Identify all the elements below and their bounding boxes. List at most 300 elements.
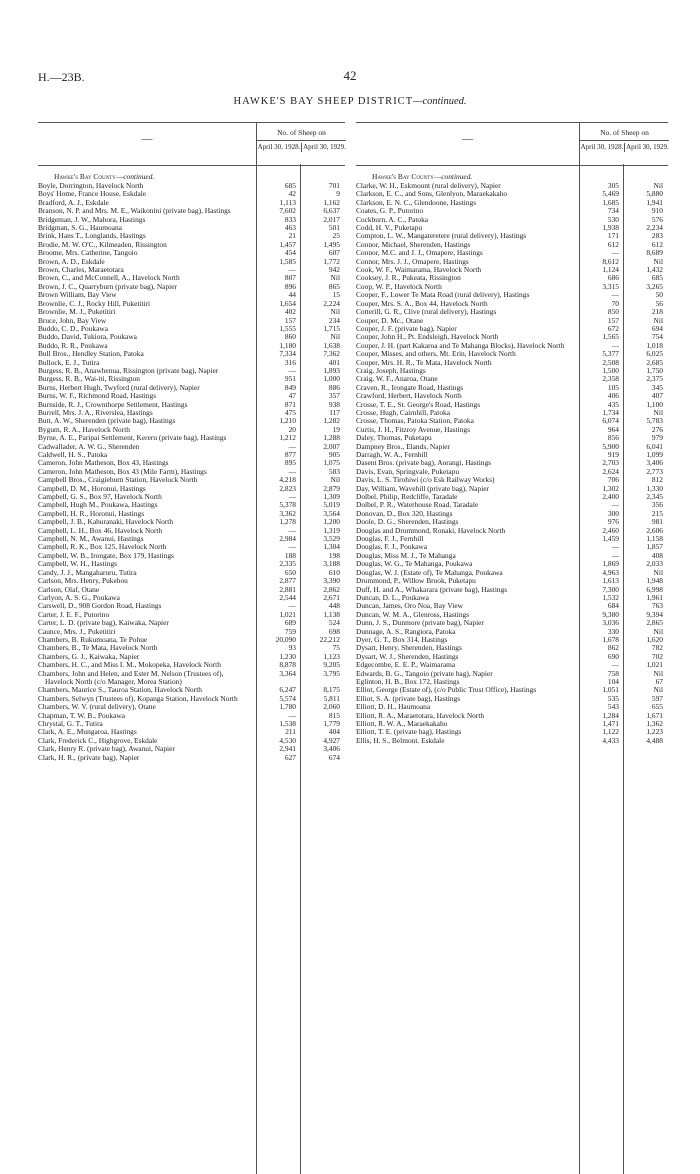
sheep-1928: 5,378 <box>279 500 296 510</box>
holder-name: Craig, Joseph, Hastings <box>356 365 426 375</box>
sheep-1929: 1,162 <box>323 197 340 207</box>
sheep-1929: 56 <box>655 298 663 308</box>
sheep-1929: 2,060 <box>323 702 340 712</box>
sheep-1928: 871 <box>284 399 296 409</box>
holder-name: Bridgeman, J. W., Mahora, Hastings <box>38 214 146 224</box>
sheep-1929: 22,212 <box>319 634 340 644</box>
sheep-1928: 849 <box>284 382 296 392</box>
sheep-1929: 979 <box>651 433 663 443</box>
holder-name: Crawford, Herbert, Havelock North <box>356 391 462 401</box>
holder-name: Bull Bros., Hendley Station, Patoka <box>38 349 144 359</box>
holder-name: Couper, John H., Pt. Endsleigh, Havelock North <box>356 332 499 342</box>
holder-name: Bullock, E. J., Tutira <box>38 357 100 367</box>
sheep-1929: 19 <box>332 424 340 434</box>
sheep-1929: 3,265 <box>646 281 663 291</box>
section-continued: continued. <box>123 172 155 181</box>
holder-name: Brown, A. D., Eskdale <box>38 256 105 266</box>
sheep-1929: 1,941 <box>646 197 663 207</box>
sheep-1929: 607 <box>328 248 340 258</box>
holder-name: Darragh, W. A., Fernhill <box>356 450 428 459</box>
sheep-1929: 401 <box>328 357 340 367</box>
holder-name: Chambers, John and Helen, and Ester M. Nelson (Trustees of), Havelock North (c/o Manager, Morea Station) <box>38 668 224 686</box>
sheep-1928: 686 <box>607 273 619 283</box>
sheep-1928: 759 <box>284 626 296 636</box>
sheep-1928: 105 <box>607 382 619 392</box>
table-row <box>356 737 668 745</box>
sheep-1929: 448 <box>328 601 340 611</box>
sheep-1929: 2,879 <box>323 483 340 493</box>
holder-name: Buddo, R. R., Poukawa <box>38 340 108 350</box>
sheep-1928: 758 <box>607 668 619 678</box>
sheep-1928: — <box>288 710 296 720</box>
holder-name: Elliott, R. W. A., Maraekakaho <box>356 719 448 728</box>
holder-name: Elliot, George (Estate of), (c/o Public Trust Office), Hastings <box>356 685 537 695</box>
sheep-1928: 2,881 <box>279 584 296 594</box>
sheep-1928: 1,180 <box>279 340 296 350</box>
holder-name: Couper, J. H. (part Kakaroa and Te Mahanga Blocks), Havelock North <box>356 340 565 350</box>
holder-name: Burns, W. F., Richmond Road, Hastings <box>38 391 157 401</box>
sheep-1928: 807 <box>284 273 296 283</box>
holder-name: Campbell, H. R., Horonui, Hastings <box>38 508 145 518</box>
holder-name: Brink, Hans T., Longlands, Hastings <box>38 231 146 241</box>
holder-name: Boyle, Dorrington, Havelock North <box>38 181 144 190</box>
holder-name: Branson, N. P. and Mrs. M. E., Waikonini (private bag), Hastings <box>38 206 231 216</box>
sheep-1928: 44 <box>288 290 296 300</box>
holder-name: Crosse, Thomas, Patoka Station, Patoka <box>356 416 474 426</box>
holder-name: Couper, D. Mc., Otane <box>356 315 424 325</box>
sheep-1928: 1,457 <box>279 239 296 249</box>
sheep-1929: 3,188 <box>323 559 340 569</box>
sheep-1929: 283 <box>651 231 663 241</box>
page-title-continued: —continued. <box>413 96 467 107</box>
header-1928: April 30, 1928. <box>580 143 624 151</box>
sheep-1929: 1,075 <box>323 458 340 468</box>
holder-name: Dolbel, Philip, Redcliffe, Taradale <box>356 492 458 502</box>
sheep-1929: 524 <box>328 618 340 628</box>
holder-name: Eglinton, H. B., Box 172, Hastings <box>356 676 460 686</box>
sheep-1928: 7,300 <box>602 584 619 594</box>
sheep-1929: 597 <box>651 693 663 703</box>
sheep-1928: 4,963 <box>602 567 619 577</box>
sheep-count-header <box>256 123 346 165</box>
holder-name: Cadwallader, A. W. G., Sherenden <box>38 441 140 451</box>
header-dash: — <box>141 133 153 145</box>
holder-name: Couper, Mrs. H. R., Te Mata, Havelock North <box>356 357 492 367</box>
holder-name: Coates, G. P., Putorino <box>356 206 424 216</box>
sheep-1929: 1,638 <box>323 340 340 350</box>
sheep-1929: 1,018 <box>646 340 663 350</box>
sheep-1928: 877 <box>284 450 296 459</box>
sheep-1929: 75 <box>332 643 340 653</box>
holder-name: Dunn, J. S., Dunmore (private bag), Napier <box>356 618 484 628</box>
holder-name: Elliott, D. H., Haumoana <box>356 702 431 712</box>
sheep-1929: 1,200 <box>323 517 340 527</box>
sheep-1929: 942 <box>328 265 340 275</box>
holder-name: Carlson, Mrs. Henry, Pukehou <box>38 576 128 586</box>
holder-name: Buddo, David, Tukiora, Poukawa <box>38 332 137 342</box>
holder-name: Brodie, M. W. O'C., Kilmeaden, Rissington <box>38 239 167 249</box>
holder-name: Bradford, A. J., Eskdale <box>38 197 109 207</box>
sheep-1928: 4,530 <box>279 735 296 745</box>
sheep-1929: 67 <box>655 676 663 686</box>
holder-name: Davis, Evan, Springvale, Puketapu <box>356 466 460 476</box>
sheep-1928: 1,210 <box>279 416 296 426</box>
section-continued: continued. <box>441 172 473 181</box>
sheep-1928: 862 <box>607 643 619 653</box>
sheep-1929: 1,948 <box>646 576 663 586</box>
sheep-1928: 188 <box>284 550 296 560</box>
holder-name: Bridgman, S. G., Haumoana <box>38 223 122 233</box>
sheep-1928: — <box>288 466 296 476</box>
sheep-1929: 3,529 <box>323 534 340 544</box>
sheep-1928: 684 <box>607 601 619 611</box>
sheep-1929: 576 <box>651 214 663 224</box>
sheep-1929: 1,282 <box>323 416 340 426</box>
holder-name: Brown William, Bay View <box>38 290 117 300</box>
sheep-1928: 9,380 <box>602 609 619 619</box>
sheep-1928: 951 <box>284 374 296 384</box>
sheep-1929: 5,811 <box>323 693 340 703</box>
sheep-1928: 530 <box>607 214 619 224</box>
table-header <box>356 122 668 166</box>
holder-name: Brown, J. C., Quarryburn (private bag), Napier <box>38 281 177 291</box>
sheep-1928: 964 <box>607 424 619 434</box>
sheep-1929: 694 <box>651 323 663 333</box>
sheep-count-label: No. of Sheep on <box>257 126 346 141</box>
sheep-1929: 6,637 <box>323 206 340 216</box>
holder-name: Douglas, W. J. (Estate of), Te Mahanga, Poukawa <box>356 567 503 577</box>
page-title-main: HAWKE'S BAY SHEEP DISTRICT <box>233 96 414 107</box>
sheep-1929: 1,138 <box>323 609 340 619</box>
sheep-1928: — <box>288 601 296 611</box>
holder-name: Dysart, W. J., Sherenden, Hastings <box>356 651 459 661</box>
holder-name: Doole, D. G., Sherenden, Hastings <box>356 517 459 527</box>
sheep-1928: 463 <box>284 223 296 233</box>
sheep-1928: 5,900 <box>602 441 619 451</box>
sheep-1929: 981 <box>651 517 663 527</box>
sheep-1929: 3,406 <box>646 458 663 468</box>
sheep-1929: Nil <box>653 256 663 266</box>
header-1929: April 30, 1929. <box>624 143 670 152</box>
sheep-1928: 689 <box>284 618 296 628</box>
holder-name: Cook, W. F., Waimarama, Havelock North <box>356 265 482 275</box>
sheep-1928: 1,302 <box>602 483 619 493</box>
holder-name: Burrell, Mrs. J. A., Riverslea, Hastings <box>38 407 153 417</box>
sheep-1929: 345 <box>651 382 663 392</box>
sheep-1929: 276 <box>651 424 663 434</box>
sheep-1928: 7,334 <box>279 349 296 359</box>
sheep-1929: 782 <box>651 643 663 653</box>
holder-name: Brownlie, C. J., Rocky Hill, Puketitiri <box>38 298 151 308</box>
holder-name: Daley, Thomas, Puketapu <box>356 433 432 443</box>
sheep-1928: — <box>288 365 296 375</box>
holder-name: Douglas, F. J., Fernhill <box>356 534 424 544</box>
sheep-count-label: No. of Sheep on <box>580 126 669 141</box>
sheep-1929: 815 <box>328 710 340 720</box>
sheep-1928: 2,703 <box>602 458 619 468</box>
page-title <box>0 96 700 107</box>
sheep-1929: 1,432 <box>646 265 663 275</box>
sheep-1929: 2,685 <box>646 357 663 367</box>
sheep-1928: 171 <box>607 231 619 241</box>
sheep-1928: 2,400 <box>602 492 619 502</box>
sheep-1929: 905 <box>328 450 340 459</box>
sheep-1928: 8,612 <box>602 256 619 266</box>
holder-name: Broome, Mrs. Catherine, Tangoio <box>38 248 138 258</box>
holder-name: Burns, Herbert Hugh, Twyford (rural delivery), Napier <box>38 382 200 392</box>
sheep-1929: 1,495 <box>323 239 340 249</box>
right-column <box>356 122 668 745</box>
holder-name: Couper, J. F. (private bag), Napier <box>356 323 457 333</box>
sheep-1929: 655 <box>651 702 663 712</box>
sheep-1928: 2,984 <box>279 534 296 544</box>
sheep-1928: 5,377 <box>602 349 619 359</box>
sheep-1928: 1,124 <box>602 265 619 275</box>
sheep-1928: 2,877 <box>279 576 296 586</box>
sheep-1928: — <box>611 248 619 258</box>
sheep-1929: 2,375 <box>646 374 663 384</box>
holder-name: Davis, L. S. Tirohiwi (c/o Esk Railway Works) <box>356 475 495 485</box>
holder-name: Campbell, Hugh M., Poukawa, Hastings <box>38 500 158 510</box>
sheep-1929: Nil <box>653 567 663 577</box>
holder-name: Campbell, N. M., Awanui, Hastings <box>38 534 144 544</box>
holder-name: Campbell, R. K., Box 125, Havelock North <box>38 542 167 552</box>
sheep-1929: 2,345 <box>646 492 663 502</box>
holder-name: Campbell Bros., Craigieburn Station, Havelock North <box>38 475 198 485</box>
sheep-1929: 674 <box>328 752 340 762</box>
sheep-1929: 8,689 <box>646 248 663 258</box>
sheep-1929: 698 <box>328 626 340 636</box>
sheep-1928: — <box>288 492 296 502</box>
sheep-1928: 330 <box>607 626 619 636</box>
sheep-1928: 734 <box>607 206 619 216</box>
holder-name: Bruce, John, Bay View <box>38 315 107 325</box>
sheep-1929: Nil <box>653 626 663 636</box>
sheep-1928: — <box>288 525 296 535</box>
sheep-1928: 860 <box>284 332 296 342</box>
header-dash: — <box>462 133 473 145</box>
sheep-1928: 1,585 <box>279 256 296 266</box>
sheep-1928: 1,051 <box>602 685 619 695</box>
holder-name: Burgess, R. B., Wai-iti, Rissington <box>38 374 140 384</box>
sheep-1929: 2,007 <box>323 441 340 451</box>
section-label: Hawke's Bay County— <box>54 172 124 181</box>
sheep-1928: 316 <box>284 357 296 367</box>
holder-name: Cooksey, J. R., Pukeata, Rissington <box>356 273 461 283</box>
sheep-1928: 1,538 <box>279 719 296 728</box>
sheep-1929: 2,773 <box>646 466 663 476</box>
holder-name: Cockburn, A. C., Patoka <box>356 214 429 224</box>
sheep-1928: 1,565 <box>602 332 619 342</box>
sheep-1929: 7,362 <box>323 349 340 359</box>
holder-name: Elliott, R. A., Maraetotara, Havelock North <box>356 710 485 720</box>
sheep-1928: 20 <box>288 424 296 434</box>
sheep-1928: 2,358 <box>602 374 619 384</box>
holder-name: Chapman, T. W. B., Poukawa <box>38 710 125 720</box>
holder-name: Caldwell, H. S., Patoka <box>38 450 108 459</box>
sheep-1928: 300 <box>607 508 619 518</box>
sheep-1929: 3,390 <box>323 576 340 586</box>
sheep-1928: 435 <box>607 399 619 409</box>
sheep-1929: Nil <box>330 332 340 342</box>
sheep-1928: 833 <box>284 214 296 224</box>
sheep-1928: 47 <box>288 391 296 401</box>
sheep-1928: 2,941 <box>279 744 296 754</box>
sheep-1929: 5,019 <box>323 500 340 510</box>
holder-name: Campbell, W. H., Hastings <box>38 559 118 569</box>
sheep-1929: 4,488 <box>646 735 663 745</box>
holder-name: Edwards, B. G., Tangoio (private bag), Napier <box>356 668 493 678</box>
sheep-1929: 1,671 <box>646 710 663 720</box>
sheep-1928: 8,878 <box>279 660 296 670</box>
sheep-1928: 475 <box>284 407 296 417</box>
holder-name: Carlson, Olaf, Otane <box>38 584 100 594</box>
sheep-1928: 650 <box>284 567 296 577</box>
sheep-1929: Nil <box>330 475 340 485</box>
holder-name: Cotterill, G. R., Clive (rural delivery), Hastings <box>356 307 497 317</box>
holder-name: Elliot, S. A. (private bag), Hastings <box>356 693 461 703</box>
sheep-1928: — <box>611 542 619 552</box>
sheep-1929: 2,671 <box>323 592 340 602</box>
sheep-1928: 1,471 <box>602 719 619 728</box>
holder-name: Campbell, D. M., Horonui, Hastings <box>38 483 146 493</box>
sheep-1929: 3,406 <box>323 744 340 754</box>
sheep-1928: — <box>288 441 296 451</box>
sheep-1929: 938 <box>328 399 340 409</box>
sheep-1928: 612 <box>607 239 619 249</box>
sheep-1929: 234 <box>328 315 340 325</box>
sheep-1929: 215 <box>651 508 663 518</box>
sheep-1928: 706 <box>607 475 619 485</box>
sheep-1928: 2,624 <box>602 466 619 476</box>
sheep-1929: 1,288 <box>323 433 340 443</box>
sheep-1928: 6,247 <box>279 685 296 695</box>
sheep-1929: 198 <box>328 550 340 560</box>
sheep-1928: 1,654 <box>279 298 296 308</box>
sheep-1928: 3,362 <box>279 508 296 518</box>
sheep-1928: 685 <box>284 181 296 190</box>
sheep-1928: — <box>611 660 619 670</box>
holder-name: Chambers, W. V. (rural delivery), Otane <box>38 702 156 712</box>
holder-name: Burnside, R. J., Crownthorpe Settlement, Hastings <box>38 399 188 409</box>
sheep-1929: Nil <box>653 407 663 417</box>
holder-name: Campbell, J. B., Kahuranaki, Havelock North <box>38 517 174 527</box>
sheep-1928: 93 <box>288 643 296 653</box>
sheep-1928: 42 <box>288 189 296 199</box>
sheep-1928: 896 <box>284 281 296 291</box>
sheep-count-header <box>579 123 669 165</box>
sheep-1928: 4,433 <box>602 735 619 745</box>
sheep-1929: 886 <box>328 382 340 392</box>
sheep-1929: 1,961 <box>646 592 663 602</box>
holder-name: Campbell, W. B., Irongate, Box 179, Hastings <box>38 550 174 560</box>
sheep-1928: 2,460 <box>602 525 619 535</box>
holder-name: Carlyon, A. S. G., Poukawa <box>38 592 120 602</box>
holder-name: Duncan, D. L., Poukawa <box>356 592 429 602</box>
header-1929: April 30, 1929. <box>301 143 347 152</box>
sheep-1929: 1,750 <box>646 365 663 375</box>
table-row <box>38 754 345 762</box>
sheep-1929: 9,205 <box>323 660 340 670</box>
holder-name: Campbell, G. S., Box 97, Havelock North <box>38 492 162 502</box>
sheep-1929: 1,330 <box>646 483 663 493</box>
sheep-1929: 685 <box>651 273 663 283</box>
sheep-1928: 211 <box>285 727 296 737</box>
holder-name: Clark, A. E., Mungaroa, Hastings <box>38 727 137 737</box>
holder-name: Compton, L. W., Mangateretere (rural delivery), Hastings <box>356 231 527 241</box>
sheep-1928: 1,284 <box>602 710 619 720</box>
table-header <box>38 122 345 166</box>
sheep-1928: 2,823 <box>279 483 296 493</box>
sheep-1928: 1,113 <box>279 197 296 207</box>
holder-name: Couper, Misses, and others, Mt. Erin, Havelock North <box>356 349 516 359</box>
sheep-1928: 6,074 <box>602 416 619 426</box>
sheep-1929: 117 <box>329 407 340 417</box>
sheep-1928: 1,230 <box>279 651 296 661</box>
sheep-1928: 3,036 <box>602 618 619 628</box>
sheep-1929: 6,025 <box>646 349 663 359</box>
sheep-1929: 3,564 <box>323 508 340 518</box>
sheep-1928: 1,021 <box>279 609 296 619</box>
sheep-1928: — <box>611 500 619 510</box>
sheep-1928: 535 <box>607 693 619 703</box>
holder-name: Carswell, D., 908 Gordon Road, Hastings <box>38 601 162 611</box>
holder-name: Dasent Bros. (private bag), Aorangi, Hastings <box>356 458 492 468</box>
sheep-1929: Nil <box>653 181 663 190</box>
holder-name: Connor, Michael, Sherenden, Hastings <box>356 239 471 249</box>
holder-name: Brownlie, M. J., Puketitiri <box>38 307 116 317</box>
sheep-1929: 5,783 <box>646 416 663 426</box>
sheep-1928: 406 <box>607 391 619 401</box>
sheep-1929: 5,880 <box>646 189 663 199</box>
sheep-1928: 919 <box>607 450 619 459</box>
sheep-1929: 356 <box>651 500 663 510</box>
sheep-1929: 407 <box>651 391 663 401</box>
sheep-1928: 1,734 <box>602 407 619 417</box>
sheep-1928: 856 <box>607 433 619 443</box>
sheep-1929: 404 <box>328 727 340 737</box>
holder-name: Brown, Charles, Maraetotara <box>38 265 124 275</box>
holder-name: Curtis, J. H., Fitzroy Avenue, Hastings <box>356 424 471 434</box>
sheep-1928: 1,459 <box>602 534 619 544</box>
sheep-1928: 1,678 <box>602 634 619 644</box>
sheep-1928: 2,508 <box>602 357 619 367</box>
sheep-1929: 2,017 <box>323 214 340 224</box>
sheep-1928: 1,938 <box>602 223 619 233</box>
holder-name: Craven, R., Irongate Road, Hastings <box>356 382 464 392</box>
left-column <box>38 122 345 762</box>
sheep-1929: 9,394 <box>646 609 663 619</box>
holder-name: Edgecombe, E. E. P., Waimarama <box>356 660 456 670</box>
sheep-1929: 1,158 <box>646 534 663 544</box>
sheep-1929: 50 <box>655 290 663 300</box>
sheep-1929: 763 <box>651 601 663 611</box>
sheep-1929: Nil <box>330 307 340 317</box>
sheep-1929: 1,620 <box>646 634 663 644</box>
sheep-1928: 1,685 <box>602 197 619 207</box>
sheep-1928: 3,315 <box>602 281 619 291</box>
holder-name: Clark, Henry R. (private bag), Awanui, Napier <box>38 744 175 754</box>
holder-name: Chambers, H. C., and Miss I. M., Mokopeka, Havelock North <box>38 660 221 670</box>
sheep-1928: — <box>288 542 296 552</box>
sheep-1928: 4,218 <box>279 475 296 485</box>
sheep-1928: 21 <box>288 231 296 241</box>
holder-name: Douglas, F. J., Poukawa <box>356 542 428 552</box>
sheep-1928: 672 <box>607 323 619 333</box>
holder-name: Crosse, Hugh, Cairnhill, Patoka <box>356 407 451 417</box>
sheep-1929: 754 <box>651 332 663 342</box>
sheep-1929: 1,309 <box>323 492 340 502</box>
